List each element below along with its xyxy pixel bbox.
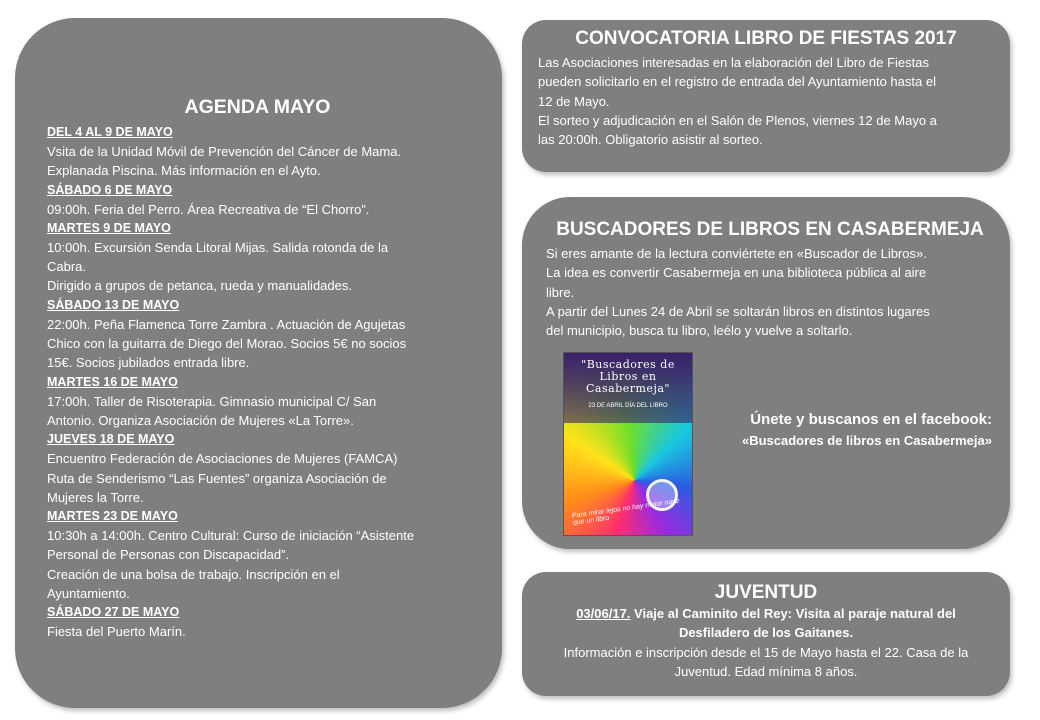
juventud-date: 03/06/17. (576, 606, 631, 621)
agenda-event-day: MARTES 9 DE MAYO (47, 220, 171, 235)
agenda-event-day: MARTES 23 DE MAYO (47, 509, 178, 524)
convocatoria-line: El sorteo y adjudicación en el Salón de Plenos, viernes 12 de Mayo a (538, 112, 937, 128)
agenda-event-text: 09:00h. Feria del Perro. Área Recreativa de “El Chorro”. (47, 201, 370, 217)
juventud-title: JUVENTUD (714, 582, 818, 603)
juventud-panel (522, 572, 1010, 696)
agenda-panel (15, 18, 502, 708)
agenda-event-text: Personal de Personas con Discapacidad”. (47, 547, 290, 563)
convocatoria-line: pueden solicitarlo en el registro de entrada del Ayuntamiento hasta el (538, 74, 936, 90)
agenda-event-text: Ayuntamiento. (47, 586, 130, 602)
juventud-trip-line-1 (536, 604, 996, 623)
juventud-text (536, 604, 996, 681)
facebook-callout (712, 409, 992, 451)
convocatoria-line: 12 de Mayo. (538, 93, 610, 109)
convocatoria-panel (522, 20, 1010, 172)
agenda-event-text: 17:00h. Taller de Risoterapia. Gimnasio municipal C/ San (47, 393, 377, 409)
agenda-event-day: DEL 4 AL 9 DE MAYO (47, 125, 173, 139)
agenda-event-day: SÁBADO 6 DE MAYO (47, 182, 173, 197)
juventud-trip-text: Viaje al Caminito del Rey: Visita al paraje natural del (630, 606, 956, 621)
agenda-event-text: Antonio. Organiza Asociación de Mujeres «La Torre». (47, 412, 354, 428)
agenda-event-day: MARTES 16 DE MAYO (47, 374, 178, 389)
agenda-event-list (47, 123, 468, 642)
agenda-event-text: 10:30h a 14:00h. Centro Cultural: Curso de iniciación “Asistente (47, 528, 415, 544)
agenda-event-text: 22:00h. Peña Flamenca Torre Zambra . Actuación de Agujetas (47, 316, 406, 332)
convocatoria-text (538, 53, 994, 149)
buscadores-line: La idea es convertir Casabermeja en una biblioteca pública al aire (546, 265, 927, 281)
buscadores-panel (522, 197, 1010, 549)
buscadores-text (546, 244, 994, 340)
agenda-event-text: Vsita de la Unidad Móvil de Prevención del Cáncer de Mama. (47, 144, 402, 159)
buscadores-line: A partir del Lunes 24 de Abril se soltarán libros en distintos lugares (546, 303, 930, 319)
poster-slogan: Para mirar lejos no hay mejor nave que un libro (571, 497, 681, 527)
agenda-event-text: 15€. Socios jubilados entrada libre. (47, 355, 250, 371)
agenda-event-text: Mujeres la Torre. (47, 489, 144, 505)
book-poster-image (564, 353, 692, 535)
agenda-event-text: Ruta de Senderismo “Las Fuentes” organiza Asociación de (47, 470, 387, 486)
juventud-info-line-1: Información e inscripción desde el 15 de Mayo hasta el 22. Casa de la (563, 644, 969, 660)
convocatoria-line: las 20:00h. Obligatorio asistir al sorteo. (538, 132, 763, 148)
buscadores-line: Si eres amante de la lectura conviértete en «Buscador de Libros». (546, 246, 927, 261)
agenda-event-day: SÁBADO 13 DE MAYO (47, 297, 180, 312)
buscadores-line: del municipio, busca tu libro, leélo y vuelve a soltarlo. (546, 323, 853, 339)
agenda-title: AGENDA MAYO (184, 96, 331, 118)
juventud-trip-line-2: Desfiladero de los Gaitanes. (678, 625, 854, 641)
agenda-event-text: 10:00h. Excursión Senda Litoral Mijas. Salida rotonda de la (47, 239, 389, 255)
convocatoria-title: CONVOCATORIA LIBRO DE FIESTAS 2017 (575, 28, 957, 49)
agenda-event-text: Fiesta del Puerto Marín. (47, 624, 186, 640)
poster-title: "Buscadores de Libros en Casabermeja" (581, 358, 675, 395)
juventud-info-line-2: Juventud. Edad mínima 8 años. (674, 663, 858, 679)
agenda-event-day: JUEVES 18 DE MAYO (47, 432, 175, 447)
agenda-event-day: SÁBADO 27 DE MAYO (47, 605, 180, 620)
agenda-event-text: Creación de una bolsa de trabajo. Inscripción en el (47, 566, 340, 582)
facebook-line-1: Únete y buscanos en el facebook: (750, 411, 992, 428)
agenda-event-text: Explanada Piscina. Más información en el Ayto. (47, 163, 321, 179)
agenda-event-text: Chico con la guitarra de Diego del Morao. Socios 5€ no socios (47, 336, 407, 352)
buscadores-line: libre. (546, 284, 575, 300)
buscadores-title: BUSCADORES DE LIBROS EN CASABERMEJA (556, 219, 984, 240)
convocatoria-line: Las Asociaciones interesadas en la elaboración del Libro de Fiestas (538, 55, 929, 70)
agenda-event-text: Encuentro Federación de Asociaciones de Mujeres (FAMCA) (47, 451, 398, 467)
poster-subtitle: 23 DE ABRIL DÍA DEL LIBRO (588, 403, 668, 409)
facebook-page-name: «Buscadores de libros en Casabermeja» (741, 433, 992, 448)
agenda-event-text: Dirigido a grupos de petanca, rueda y manualidades. (47, 278, 352, 294)
agenda-event-text: Cabra. (47, 259, 87, 275)
